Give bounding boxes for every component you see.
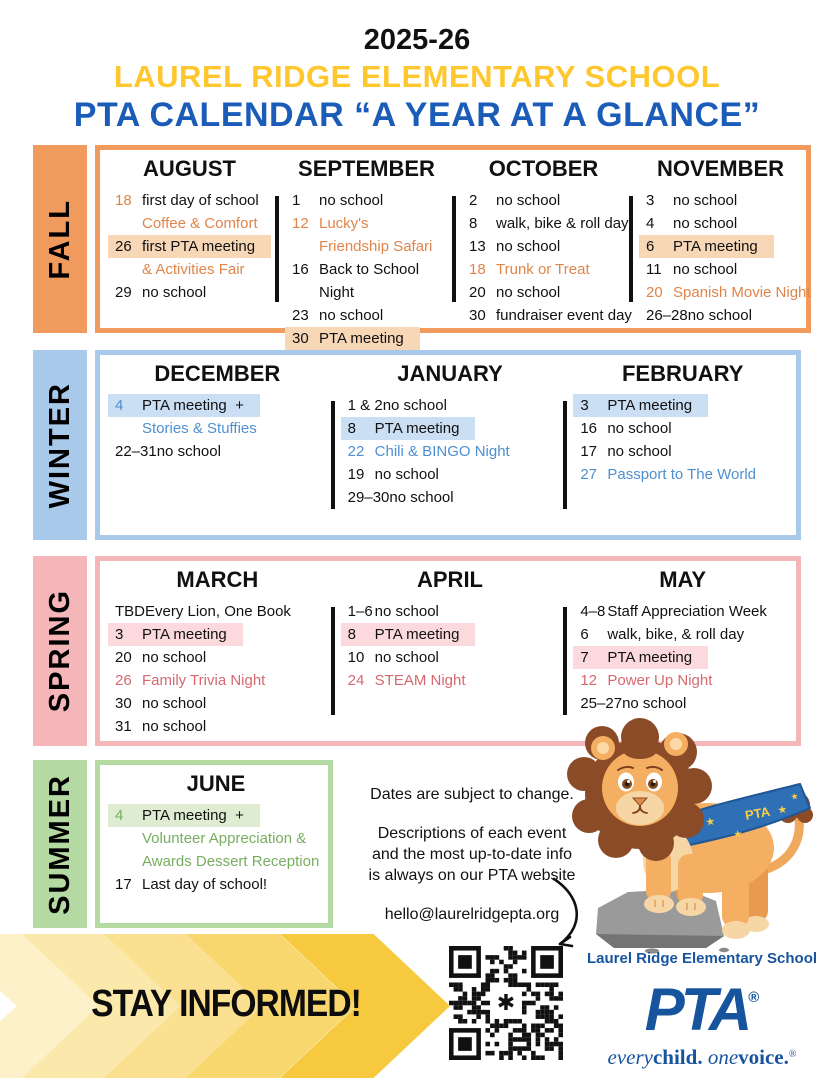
month-november [635,154,811,326]
svg-text:★: ★ [789,790,800,802]
event-date: 18 [115,192,132,209]
event-row [573,417,792,440]
lion-mascot-illustration [556,710,834,954]
season-label: FALL [43,198,76,280]
event-date: 17 [115,876,132,893]
note-dates-change: Dates are subject to change. [370,786,574,803]
event-text: no school [382,397,447,414]
event-row [108,873,324,896]
event-date: 22 [347,443,365,460]
event-text: STEAM Night [374,672,466,689]
event-text: PTA meeting [673,238,758,255]
event-text: Spanish Movie Night [673,284,811,301]
event-text: Awards Dessert Reception [142,853,320,870]
poster-title: PTA CALENDAR “A YEAR AT A GLANCE” [73,96,761,134]
event-text: no school [156,443,221,460]
poster-header [0,24,834,135]
event-date: 24 [347,672,365,689]
event-date: 16 [580,420,598,437]
event-row [639,281,811,304]
event-date: 19 [347,466,365,483]
svg-text:★: ★ [704,815,717,829]
event-date: 12 [292,215,309,232]
season-content-fall [95,145,811,347]
event-row [573,463,792,486]
column-divider [563,401,567,509]
event-date: 20 [646,284,663,301]
event-date: 1–6 [347,603,373,620]
event-text: no school [607,443,672,460]
season-band-winter [33,350,87,540]
event-date: 1 & 2 [347,397,383,414]
month-march [104,565,329,739]
event-text: no school [496,192,561,209]
event-text: PTA meeting [374,626,460,643]
event-row [341,486,560,509]
event-date: 26–28 [646,307,688,324]
event-date: 3 [646,192,655,209]
event-row [573,600,792,623]
event-text: Passport to The World [607,466,757,483]
month-title: FEBRUARY [621,361,744,386]
season-summer [33,760,333,928]
event-row [639,212,802,235]
pta-logo-block [570,950,834,1070]
month-title: NOVEMBER [656,156,785,181]
event-text: first day of school [142,192,259,209]
event-text: Back to School [319,261,420,278]
season-label: SUMMER [43,773,76,915]
event-row [285,327,420,350]
event-row [462,304,632,327]
event-row [462,212,629,235]
event-date: 29–30 [347,489,390,506]
column-divider [275,196,279,302]
month-title: AUGUST [143,156,236,181]
event-row [462,281,625,304]
column-divider [452,196,456,302]
event-row [639,258,802,281]
event-date: 16 [292,261,309,278]
contact-email[interactable]: hello@laurelridgepta.org [384,906,560,923]
event-date: 11 [646,261,662,278]
season-fall [33,145,811,347]
event-row [285,281,448,304]
band-gap [87,760,95,928]
event-row [108,827,324,850]
event-row [639,235,774,258]
event-text: PTA meeting [607,649,693,666]
event-date: 8 [347,626,357,643]
event-row [639,189,802,212]
month-title: OCTOBER [488,156,599,181]
event-date: 4 [115,397,124,414]
season-band-summer [33,760,87,928]
event-text: no school [142,695,207,712]
event-text: Volunteer Appreciation & [142,830,307,847]
event-date: 31 [115,718,132,735]
school-name: LAUREL RIDGE ELEMENTARY SCHOOL [113,59,721,94]
event-text: no school [389,489,454,506]
event-date: 7 [580,649,589,666]
event-row [462,235,625,258]
event-row [108,235,271,258]
event-date: TBD [115,603,145,620]
event-date: 2 [469,192,478,209]
event-text: no school [142,284,207,301]
event-row [285,258,448,281]
event-text: Power Up Night [607,672,713,689]
event-text: no school [374,649,439,666]
event-row [573,646,708,669]
note-descriptions-1: Descriptions of each event [377,825,567,842]
svg-text:★: ★ [776,803,789,817]
event-row [341,440,560,463]
month-title: MARCH [176,567,259,592]
registered-mark: ® [748,989,760,1006]
event-date: 6 [646,238,655,255]
qr-code[interactable] [449,946,563,1060]
month-october [458,154,632,326]
event-date: 22–31 [115,443,157,460]
event-row [108,623,243,646]
event-text: no school [673,215,738,232]
event-date: 3 [580,397,589,414]
event-text: Last day of school! [142,876,268,893]
event-text: no school [142,649,207,666]
event-date: 3 [115,626,124,643]
event-date: 20 [469,284,486,301]
event-text: PTA meeting + [142,807,244,824]
column-divider [331,607,335,715]
column-divider [563,607,567,715]
svg-text:✱: ✱ [496,990,516,1015]
month-january [337,359,562,533]
event-date: 30 [292,330,309,347]
column-divider [331,401,335,509]
month-title: MAY [659,567,707,592]
event-text: Stories & Stuffies [142,420,257,437]
event-row [573,623,792,646]
month-title: DECEMBER [154,361,281,386]
season-label: SPRING [43,589,76,713]
event-date: 10 [347,649,365,666]
event-row [108,669,327,692]
event-text: Night [319,284,355,301]
note-descriptions-3: is always on our PTA website [368,867,576,884]
event-date: 1 [292,192,301,209]
event-date: 8 [347,420,357,437]
logo-school-name: Laurel Ridge Elementary School [586,950,818,967]
event-date: 26 [115,672,132,689]
event-date: 4–8 [580,603,606,620]
event-row [341,623,476,646]
event-row [108,394,260,417]
season-winter [33,350,801,540]
event-row [341,600,560,623]
event-row [285,189,448,212]
band-gap [87,145,95,333]
event-text: Chili & BINGO Night [374,443,510,460]
event-date: 12 [580,672,598,689]
month-december [104,359,329,533]
event-row [108,417,327,440]
pta-logo: PTA® [644,976,760,1043]
pta-tagline: everychild. onevoice.® [607,1045,797,1069]
event-date: 4 [115,807,124,824]
event-text: Friendship Safari [319,238,433,255]
event-text: walk, bike & roll day [496,215,629,232]
event-row [108,189,271,212]
event-text: Family Trivia Night [142,672,266,689]
event-text: no school [673,192,738,209]
event-date: 25–27 [580,695,623,712]
season-content-winter [95,350,801,540]
event-row [573,440,792,463]
event-text: PTA meeting [319,330,404,347]
event-date: 13 [469,238,486,255]
month-title: JUNE [186,771,246,796]
season-label: WINTER [43,381,76,509]
month-august [104,154,273,326]
event-text: no school [496,238,561,255]
event-text: & Activities Fair [142,261,245,278]
stay-informed-banner [0,934,450,1078]
column-divider [629,196,633,302]
event-date: 20 [115,649,132,666]
event-date: 18 [469,261,486,278]
event-row [108,440,327,463]
event-row [462,189,625,212]
event-date: 17 [580,443,598,460]
event-text: no school [496,284,561,301]
event-text: Lucky's [319,215,369,232]
event-text: no school [622,695,687,712]
event-row [285,212,448,235]
event-text: no school [687,307,752,324]
event-date: 30 [469,307,486,324]
season-content-summer [95,760,333,928]
event-date: 26 [115,238,132,255]
event-row [341,394,560,417]
event-text: Coffee & Comfort [142,215,258,232]
event-date: 29 [115,284,132,301]
event-date: 23 [292,307,309,324]
event-row [108,281,271,304]
event-text: PTA meeting [142,626,227,643]
season-band-fall [33,145,87,333]
event-row [573,669,792,692]
event-row [108,600,327,623]
event-row [341,669,560,692]
event-date: 27 [580,466,598,483]
event-text: walk, bike, & roll day [607,626,745,643]
event-text: PTA meeting + [142,397,244,414]
event-row [341,417,476,440]
event-text: no school [673,261,738,278]
band-gap [87,556,95,746]
event-text: Staff Appreciation Week [607,603,767,620]
event-row [108,850,324,873]
event-row [285,235,448,258]
note-descriptions-2: and the most up-to-date info [371,846,573,863]
event-text: no school [319,307,384,324]
event-text: Trunk or Treat [496,261,590,278]
event-text: no school [142,718,207,735]
event-row [108,692,327,715]
stay-informed-text: STAY INFORMED! [91,982,361,1025]
event-text: Every Lion, One Book [145,603,291,620]
month-title: APRIL [417,567,483,592]
event-row [462,258,625,281]
event-row [108,646,327,669]
svg-text:★: ★ [732,828,744,841]
event-text: no school [374,603,439,620]
event-row [285,304,448,327]
month-september [281,154,450,347]
month-april [337,565,562,739]
event-row [108,258,271,281]
event-text: fundraiser event day [496,307,632,324]
event-date: 4 [646,215,655,232]
season-band-spring [33,556,87,746]
event-row [341,463,560,486]
event-date: 30 [115,695,132,712]
cape-text-pta: PTA [743,803,772,823]
month-title: SEPTEMBER [298,156,435,181]
event-row [573,394,708,417]
band-gap [87,350,95,540]
event-text: no school [319,192,384,209]
event-row [639,304,802,327]
event-text: PTA meeting [607,397,693,414]
event-row [108,804,260,827]
event-row [108,212,271,235]
month-june [104,769,326,921]
event-text: no school [374,466,439,483]
event-text: PTA meeting [374,420,460,437]
event-row [108,715,327,738]
month-february [569,359,794,533]
event-date: 6 [580,626,589,643]
event-row [341,646,560,669]
event-date: 8 [469,215,478,232]
school-year: 2025-26 [363,24,471,56]
month-title: JANUARY [397,361,503,386]
event-text: first PTA meeting [142,238,256,255]
event-text: no school [607,420,672,437]
